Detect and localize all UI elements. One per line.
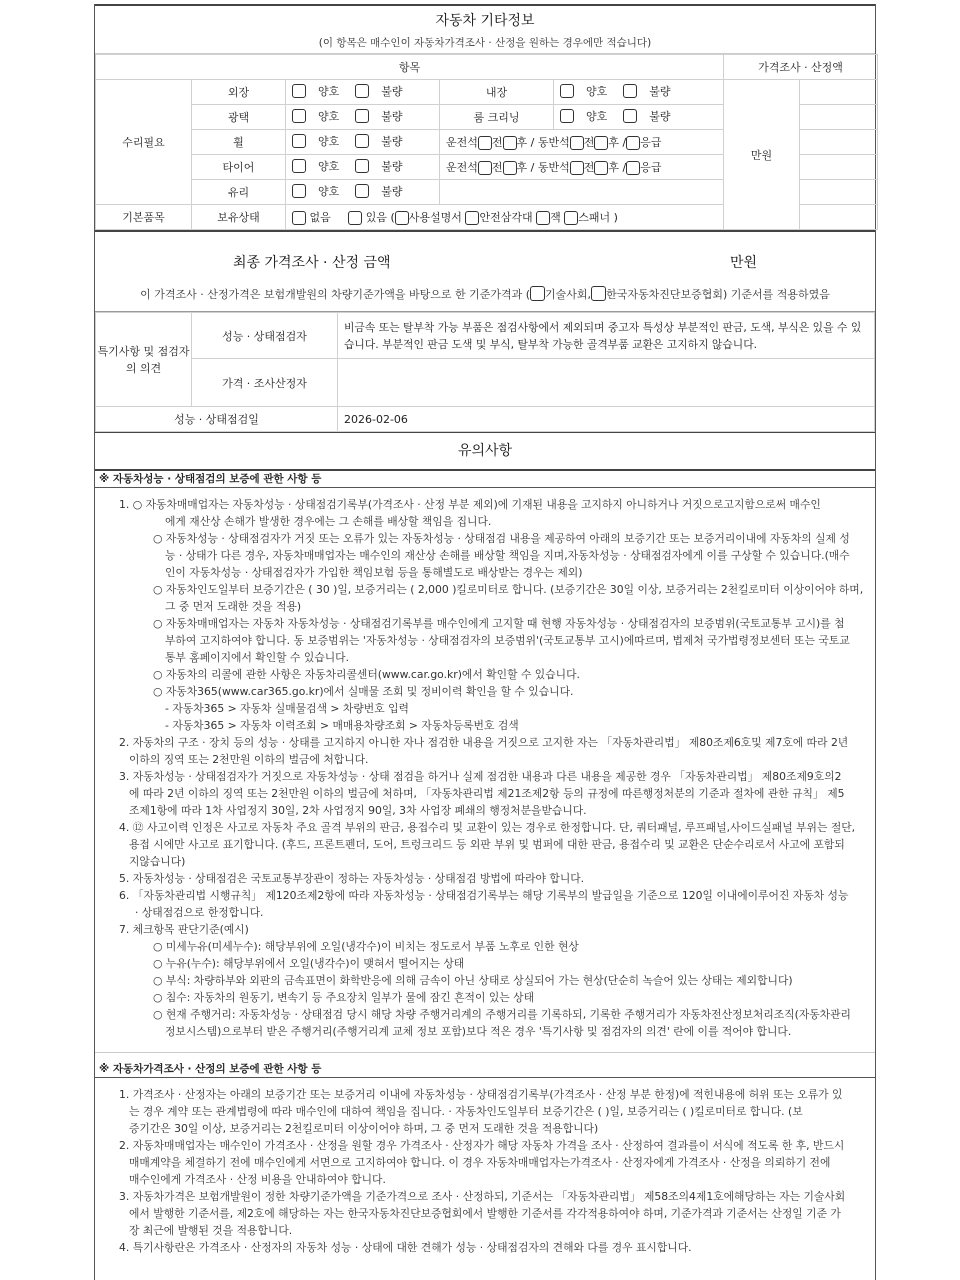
notice-section-1: ※ 자동차성능 · 상태점검의 보증에 관한 사항 등	[95, 471, 875, 488]
note-line: ○ 미세누유(미세누수): 해당부위에 오일(냉각수)이 비치는 정도로서 부품 노후로 인한 현상	[153, 940, 579, 953]
checkbox-passenger-front[interactable]	[570, 161, 584, 175]
note-line: 장 최근에 발행된 것을 적용합니다.	[129, 1224, 293, 1237]
final-price-label: 최종 가격조사 · 산정 금액	[233, 255, 391, 271]
note-line: 는 경우 계약 또는 관계법령에 따라 매수인에 대하여 책임을 집니다. · 자동차인도일부터 보증기간은 ( )일, 보증거리는 ( )킬로미터로 합니다. (보	[129, 1105, 803, 1118]
checkbox-passenger-front[interactable]	[570, 136, 584, 150]
note-line: 1. 가격조사 · 산정자는 아래의 보증기간 또는 보증거리 이내에 자동차성능 · 상태점검기록부(가격조사 · 산정 부분 한정)에 적힌내용에 허위 또는 오류가 있	[119, 1088, 843, 1101]
note-line: 매수인에게 가격조사 · 산정 비용을 안내하여야 합니다.	[129, 1173, 386, 1186]
final-price-unit: 만원	[729, 255, 757, 271]
note-line: 에게 재산상 손해가 발생한 경우에는 그 손해를 배상할 책임을 집니다.	[165, 515, 492, 528]
other-info-header	[95, 4, 875, 54]
checkbox-manual[interactable]	[395, 211, 409, 225]
checkbox-good[interactable]	[292, 109, 306, 123]
checkbox-seat-rear[interactable]	[503, 136, 517, 150]
note-line: 에서 발행한 기준서를, 제2호에 해당하는 자는 한국자동차진단보증협회에서 발행한 기준서를 각각적용하여야 하며, 기준가격과 기준서는 산정일 기준 가	[129, 1207, 841, 1220]
note-line: - 자동차365 > 자동차 이력조회 > 매매용차량조회 > 자동차등록번호 검색	[165, 719, 519, 732]
note-line: 4. 특기사항란은 가격조사 · 산정자의 자동차 성능 · 상태에 대한 견해가 성능 · 상태점검자의 견해와 다를 경우 표시합니다.	[119, 1241, 692, 1254]
checkbox-seat-front[interactable]	[478, 136, 492, 150]
notice-section-1-body	[95, 488, 875, 1040]
checkbox-bad[interactable]	[355, 184, 369, 198]
checkbox-bad[interactable]	[623, 84, 637, 98]
note-line: ○ 자동차365(www.car365.go.kr)에서 실매물 조회 및 정비이력 확인을 할 수 있습니다.	[153, 685, 574, 698]
row-name-right: 내장	[440, 80, 554, 105]
note-line: ○ 자동차인도일부터 보증기간은 ( 30 )일, 보증거리는 ( 2,000 )킬로미터로 합니다. (보증기간은 30일 이상, 보증거리는 2천킬로미터 이상이어야 하며,	[153, 583, 864, 596]
other-info-subtitle: (이 항목은 매수인이 자동차가격조사 · 산정을 원하는 경우에만 적습니다)	[318, 37, 652, 49]
note-line: 증기간은 30일 이상, 보증거리는 2천킬로미터 이상이어야 하며, 그 중 먼저 도래한 것을 적용합니다)	[129, 1122, 599, 1135]
col-price-header: 가격조사 · 산정액	[724, 55, 878, 80]
price-basis: 이 가격조사 · 산정가격은 보험개발원의 차량기준가액을 바탕으로 한 기준가격과 ( 기술사회, 한국자동차진단보증협회) 기준서를 적용하였음	[140, 288, 830, 301]
checkbox-spanner[interactable]	[564, 211, 578, 225]
checkbox-bad[interactable]	[355, 109, 369, 123]
row-name-right: 룸 크리닝	[440, 105, 554, 130]
note-line: 2. 자동차매매업자는 매수인이 가격조사 · 산정을 원할 경우 가격조사 · 산정자가 해당 자동차 가격을 조사 · 산정하여 결과를이 서식에 적도록 한 후, 반드시	[119, 1139, 845, 1152]
inspection-date: 2026-02-06	[338, 407, 875, 432]
opinion-table	[95, 312, 875, 432]
note-line: 통부 홈페이지에서 확인할 수 있습니다.	[165, 651, 350, 664]
note-line: ○ 현재 주행거리: 자동차성능 · 상태점검 당시 해당 차량 주행거리계의 주행거리를 기록하되, 기록한 주행거리가 자동차전산정보처리조직(자동차관리	[153, 1008, 851, 1021]
checkbox-good[interactable]	[292, 134, 306, 148]
seat-options: 운전석 전 후 / 동반석 전 후 / 응급	[440, 155, 724, 180]
repair-table: 항목 가격조사 · 산정액 수리필요 외장 양호 불량 내장 양호 불량 만원 광택 양호 불량 룸 크리닝 양호 불량 휠 양호 불량 운전석 전 후 / 동반석 전 후 / 응급 타이어 양호 불량 운전석 전 후 / 동반석 전 후 / 응급 유리 양호 불량 기본품목 보유상태 없음 있음 ( 사용설명서 안전삼각대 잭 스패너 )	[95, 54, 878, 230]
note-line: 지않습니다)	[129, 855, 186, 868]
inspection-date-label: 성능 · 상태점검일	[96, 407, 338, 432]
final-price-section	[95, 230, 875, 312]
note-line: ○ 누유(누수): 해당부위에서 오일(냉각수)이 맺혀서 떨어지는 상태	[153, 957, 465, 970]
note-line: 정보시스템)으로부터 받은 주행거리(주행거리계 교체 정보 포함)보다 적은 경우 '특기사항 및 점검자의 의견' 란에 이를 적어야 합니다.	[165, 1025, 792, 1038]
note-line: ○ 자동차성능 · 상태점검자가 거짓 또는 오류가 있는 자동차성능 · 상태점검 내용을 제공하여 아래의 보증기간 또는 보증거리이내에 자동차의 실제 성	[153, 532, 850, 545]
basic-name: 보유상태	[192, 205, 286, 230]
checkbox-spare[interactable]	[626, 161, 640, 175]
price-unit: 만원	[724, 80, 800, 230]
checkbox-seat-front[interactable]	[478, 161, 492, 175]
checkbox-have[interactable]	[348, 211, 362, 225]
row-name: 타이어	[192, 155, 286, 180]
checkbox-bad[interactable]	[623, 109, 637, 123]
checkbox-bad[interactable]	[355, 134, 369, 148]
checkbox-good[interactable]	[292, 184, 306, 198]
note-line: ○ 침수: 자동차의 원동기, 변속기 등 주요장치 일부가 물에 잠긴 흔적이 있는 상태	[153, 991, 534, 1004]
inspector-label: 성능 · 상태점검자	[192, 313, 338, 359]
note-line: 5. 자동차성능 · 상태점검은 국토교통부장관이 정하는 자동차성능 · 상태점검 방법에 따라야 합니다.	[119, 872, 585, 885]
note-line: 능 · 상태가 다른 경우, 자동차매매업자는 매수인의 재산상 손해를 배상할 책임을 지며,자동차성능 · 상태점검자에게 이를 구상할 수 있습니다.(매수	[165, 549, 850, 562]
notice-title: 유의사항	[457, 443, 513, 459]
note-line: 2. 자동차의 구조 · 장치 등의 성능 · 상태를 고지하지 아니한 자나 점검한 내용을 거짓으로 고지한 자는 「자동차관리법」 제80조제6호및 제7호에 따라 2년	[119, 736, 849, 749]
checkbox-jack[interactable]	[536, 211, 550, 225]
checkbox-good[interactable]	[292, 84, 306, 98]
other-info-title: 자동차 기타정보	[435, 13, 535, 29]
notice-section-2: ※ 자동차가격조사 · 산정의 보증에 관한 사항 등	[95, 1061, 875, 1078]
appraiser-label: 가격 · 조사산정자	[192, 359, 338, 407]
note-line: 그 중 먼저 도래한 것을 적용)	[165, 600, 302, 613]
checkbox-diag-assoc[interactable]	[591, 286, 606, 301]
note-line: · 상태점검으로 한정합니다.	[135, 906, 264, 919]
note-line: 7. 체크항목 판단기준(예시)	[119, 923, 249, 936]
note-line: 매매계약을 체결하기 전에 매수인에게 서면으로 고지하여야 합니다. 이 경우 자동차매매업자는가격조사 · 산정자에게 가격조사 · 산정을 의뢰하기 전에	[129, 1156, 831, 1169]
notice-section-2-body	[95, 1078, 875, 1256]
note-line: ○ 자동차매매업자는 자동차 자동차성능 · 상태점검기록부를 매수인에게 고지할 때 현행 자동차성능 · 상태점검자의 보증범위(국토교통부 고시)를 첨	[153, 617, 845, 630]
checkbox-triangle[interactable]	[465, 211, 479, 225]
note-line: ○ 자동차의 리콜에 관한 사항은 자동차리콜센터(www.car.go.kr)에서 확인할 수 있습니다.	[153, 668, 580, 681]
checkbox-tech-society[interactable]	[530, 286, 545, 301]
row-name: 유리	[192, 180, 286, 205]
note-line: 조제1항에 따라 1차 사업정지 30일, 2차 사업정지 90일, 3차 사업장 폐쇄의 행정처분을받습니다.	[129, 804, 587, 817]
seat-options: 운전석 전 후 / 동반석 전 후 / 응급	[440, 130, 724, 155]
row-name: 휠	[192, 130, 286, 155]
checkbox-good[interactable]	[560, 84, 574, 98]
checkbox-passenger-rear[interactable]	[594, 136, 608, 150]
checkbox-good[interactable]	[560, 109, 574, 123]
row-name: 외장	[192, 80, 286, 105]
basic-label: 기본품목	[96, 205, 192, 230]
notice-header	[95, 432, 875, 471]
opinion-label: 특기사항 및 점검자의 의견	[96, 313, 192, 407]
col-item-header: 항목	[96, 55, 724, 80]
inspector-opinion: 비금속 또는 탈부착 가능 부품은 점검사항에서 제외되며 중고자 특성상 부분적인 판금, 도색, 부식은 있을 수 있습니다. 부분적인 판금 도색 및 부식, 탈부착 가능한 골격부품 교환은 고지하지 않습니다.	[338, 313, 875, 359]
checkbox-passenger-rear[interactable]	[594, 161, 608, 175]
checkbox-bad[interactable]	[355, 84, 369, 98]
note-line: - 자동차365 > 자동차 실매물검색 > 차량번호 입력	[165, 702, 409, 715]
note-line: 이하의 징역 또는 2천만원 이하의 벌금에 처합니다.	[129, 753, 369, 766]
checkbox-good[interactable]	[292, 159, 306, 173]
checkbox-none[interactable]	[292, 211, 306, 225]
row-name: 광택	[192, 105, 286, 130]
checkbox-seat-rear[interactable]	[503, 161, 517, 175]
note-line: ○ 부식: 차량하부와 외판의 금속표면이 화학반응에 의해 금속이 아닌 상태로 상실되어 가는 현상(단순히 녹슬어 있는 상태는 제외합니다)	[153, 974, 793, 987]
note-line: 6. 「자동차관리법 시행규칙」 제120조제2항에 따라 자동차성능 · 상태점검기록부는 해당 기록부의 발급일을 기준으로 120일 이내에이루어진 자동차 성능	[119, 889, 849, 902]
repair-label: 수리필요	[96, 80, 192, 205]
note-line: 1. ○ 자동차매매업자는 자동차성능 · 상태점검기록부(가격조사 · 산정 부분 제외)에 기재된 내용을 고지하지 아니하거나 거짓으로고지함으로써 매수인	[119, 498, 821, 511]
note-line: 용접 시에만 사고로 표기합니다. (후드, 프론트펜더, 도어, 트렁크리드 등 외판 부위 및 범퍼에 대한 판금, 용접수리 및 교환은 단순수리로서 사고에 포함되	[129, 838, 845, 851]
checkbox-spare[interactable]	[626, 136, 640, 150]
note-line: 3. 자동차가격은 보험개발원이 정한 차량기준가액을 기준가격으로 조사 · 산정하되, 기준서는 「자동차관리법」 제58조의4제1호에해당하는 자는 기술사회	[119, 1190, 846, 1203]
note-line: 부하여 고지하여야 합니다. 동 보증범위는 '자동차성능 · 상태점검자의 보증범위'(국토교통부 고시)에따르며, 법제처 국가법령정보센터 또는 국토교	[165, 634, 850, 647]
note-line: 에 따라 2년 이하의 징역 또는 2천만원 이하의 벌금에 처하며, 「자동차관리법 제21조제2항 등의 규정에 따른행정처분의 기준과 절차에 관한 규칙」 제5	[129, 787, 845, 800]
document-page	[94, 4, 876, 1280]
note-line: 3. 자동차성능 · 상태점검자가 거짓으로 자동차성능 · 상태 점검을 하거나 실제 점검한 내용과 다른 내용을 제공한 경우 「자동차관리법」 제80조제9호의2	[119, 770, 842, 783]
basic-options: 없음 있음 ( 사용설명서 안전삼각대 잭 스패너 )	[286, 205, 724, 230]
checkbox-bad[interactable]	[355, 159, 369, 173]
appraiser-opinion	[338, 359, 875, 407]
note-line: 인이 자동차성능 · 상태점검자가 가입한 책임보험 등을 통해별도로 배상받는 경우는 제외)	[165, 566, 583, 579]
note-line: 4. ⑫ 사고이력 인정은 사고로 자동차 주요 골격 부위의 판금, 용접수리 및 교환이 있는 경우로 한정합니다. 단, 쿼터패널, 루프패널,사이드실패널 부위는 절단,	[119, 821, 856, 834]
